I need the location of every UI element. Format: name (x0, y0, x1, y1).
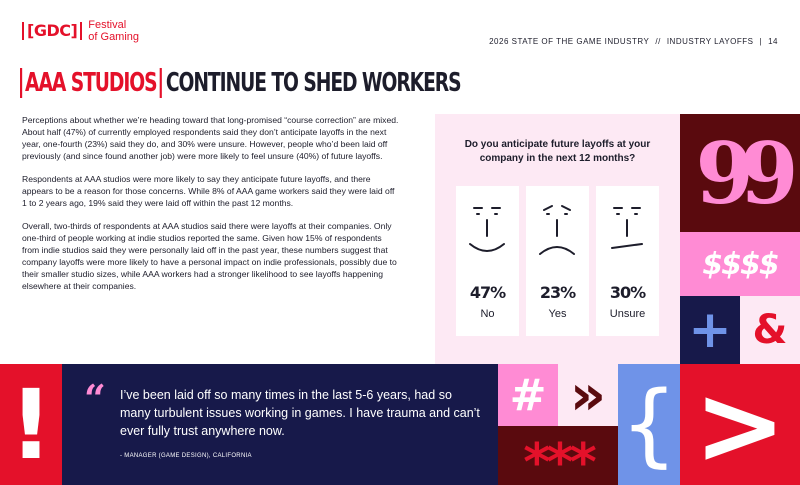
exclamation-tile (0, 364, 62, 485)
response-label-yes: Yes (548, 308, 567, 320)
header-divider: | (759, 37, 763, 46)
smile-face-icon (462, 200, 512, 260)
response-percent-no: 47% (469, 283, 506, 302)
guillemet-glyph-tile (558, 364, 618, 426)
body-paragraph-1: Perceptions about whether we’re heading toward that long-promised “course correction” are mixed. About half (47%) of currently employed respondents said they don’t anticipate layoffs in the next year, one-fourth (23%) said they do, and 30% were unsure. However, people who’d been laid off previously (and since found another job) were more likely to feel unsure (40%) of future layoffs. (22, 115, 399, 161)
greater-than-glyph-tile (680, 364, 800, 485)
hash-glyph-tile (498, 364, 558, 426)
dollar-glyph-tile (680, 232, 800, 296)
logo-line-1: Festival (88, 19, 127, 31)
plus-glyph-tile (680, 296, 740, 364)
survey-question: Do you anticipate future layoffs at your company in the next 12 months? (464, 139, 651, 164)
testimonial-quote (62, 364, 498, 485)
response-label-no: No (480, 308, 495, 320)
headline-rest: CONTINUE TO SHED WORKERS (165, 68, 461, 98)
brace-glyph: { (620, 372, 678, 477)
dollar-glyph: $$$$ (702, 246, 778, 282)
headline-highlight: AAA STUDIOS (20, 68, 162, 98)
survey-panel (435, 114, 680, 364)
body-copy (22, 114, 400, 303)
page-number: 14 (768, 37, 778, 46)
response-label-unsure: Unsure (609, 308, 646, 320)
ampersand-glyph: & (752, 307, 788, 353)
plus-glyph: + (688, 300, 732, 360)
quote-glyph-tile (680, 114, 800, 232)
asterisk-glyph-tile (498, 426, 618, 485)
neutral-face-icon (602, 200, 652, 260)
guillemet-glyph: » (569, 364, 607, 426)
ampersand-glyph-tile (740, 296, 800, 364)
asterisk-glyph: *** (523, 432, 593, 485)
hash-glyph: # (509, 369, 547, 421)
frown-face-icon (532, 200, 582, 260)
response-card-unsure (596, 186, 659, 336)
logo-line-2: of Gaming (88, 31, 140, 43)
page-headline (20, 68, 461, 98)
exclamation-glyph: ! (9, 368, 53, 481)
quote-glyph: 99 (695, 123, 785, 223)
running-header (489, 37, 778, 47)
quote-text: I’ve been laid off so many times in the last 5-6 years, had so many turbulent issues working in games. I have trauma and can’t ever fully trust anywhere now. (120, 388, 480, 438)
greater-than-glyph: > (693, 364, 787, 485)
brace-glyph-tile (618, 364, 680, 485)
gdc-logo (22, 19, 139, 43)
section-title: INDUSTRY LAYOFFS (666, 37, 754, 46)
logo-wordmark (88, 19, 139, 43)
response-percent-unsure: 30% (609, 283, 646, 302)
report-title: 2026 STATE OF THE GAME INDUSTRY (489, 37, 650, 46)
response-percent-yes: 23% (539, 283, 576, 302)
quote-attribution: - MANAGER (GAME DESIGN), CALIFORNIA (120, 453, 252, 459)
body-paragraph-2: Respondents at AAA studios were more likely to say they anticipate future layoffs, and there appears to be a reason for those concerns. While 8% of AAA game workers said they were laid off 1 to 2 years ago, 19% said they were laid off within the past 12 months. (22, 174, 395, 208)
header-separator: // (655, 37, 661, 46)
response-card-yes (526, 186, 589, 336)
response-card-no (456, 186, 519, 336)
body-paragraph-3: Overall, two-thirds of respondents at AAA studios said there were layoffs at their companies. Only one-third of people working at indie studios reported the same. Given how 15% of respondents from indie studios said they were personally laid off in the past year, these numbers suggest that company layoffs were more likely to have a personal impact on indie professionals, possibly due to their smaller studio sizes, while AAA workers had a stronger likelihood to see layoffs happening elsewhere at their companies. (22, 221, 397, 291)
quote-mark-icon: “ (84, 376, 106, 421)
logo-mark: [GDC] (22, 22, 82, 40)
